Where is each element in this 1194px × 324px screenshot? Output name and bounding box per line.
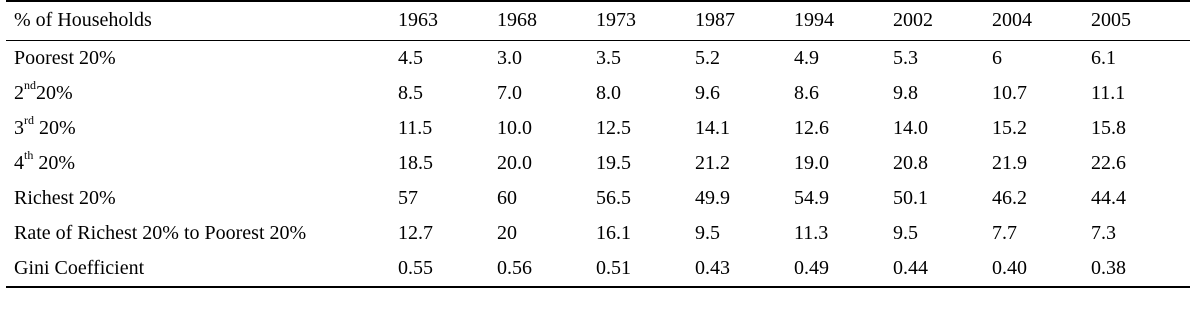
value-cell: 0.55 <box>398 257 433 279</box>
row-label <box>6 111 398 146</box>
value-cell: 0.51 <box>596 257 631 279</box>
row-label-suffix: 20% <box>33 152 76 174</box>
value-cell: 6 <box>992 47 1002 69</box>
row-label-prefix: 3 <box>14 117 24 139</box>
value-cell: 7.3 <box>1091 222 1116 244</box>
value-cell: 10.0 <box>497 117 532 139</box>
table-row <box>6 41 1190 77</box>
value-cell: 54.9 <box>794 187 829 209</box>
row-label <box>6 146 398 181</box>
table-row <box>6 146 1190 181</box>
row-label-ordinal-suffix: nd <box>24 78 36 92</box>
row-label <box>6 216 398 251</box>
table-row <box>6 216 1190 251</box>
value-cell: 19.0 <box>794 152 829 174</box>
year-header: 1973 <box>596 9 636 31</box>
table-body <box>6 41 1190 288</box>
table-row <box>6 181 1190 216</box>
value-cell: 7.7 <box>992 222 1017 244</box>
value-cell: 12.7 <box>398 222 433 244</box>
value-cell: 8.6 <box>794 82 819 104</box>
value-cell: 0.38 <box>1091 257 1126 279</box>
table-row <box>6 76 1190 111</box>
row-label-suffix: 20% <box>36 82 73 104</box>
row-label-ordinal-suffix: rd <box>24 113 34 127</box>
row-label-suffix: 20% <box>34 117 76 139</box>
header-row <box>6 1 1190 41</box>
row-label <box>6 76 398 111</box>
row-label-prefix: 2 <box>14 82 24 104</box>
value-cell: 22.6 <box>1091 152 1126 174</box>
value-cell: 44.4 <box>1091 187 1126 209</box>
value-cell: 0.44 <box>893 257 928 279</box>
value-cell: 19.5 <box>596 152 631 174</box>
value-cell: 0.40 <box>992 257 1027 279</box>
value-cell: 0.49 <box>794 257 829 279</box>
value-cell: 15.2 <box>992 117 1027 139</box>
value-cell: 11.5 <box>398 117 433 139</box>
row-label-text: Richest 20% <box>14 187 116 209</box>
value-cell: 20.0 <box>497 152 532 174</box>
value-cell: 8.0 <box>596 82 621 104</box>
value-cell: 11.3 <box>794 222 829 244</box>
value-cell: 7.0 <box>497 82 522 104</box>
value-cell: 4.5 <box>398 47 423 69</box>
value-cell: 12.6 <box>794 117 829 139</box>
value-cell: 9.6 <box>695 82 720 104</box>
table-row <box>6 111 1190 146</box>
value-cell: 5.2 <box>695 47 720 69</box>
row-label-text: Gini Coefficient <box>14 257 145 279</box>
year-header: 2004 <box>992 9 1032 31</box>
value-cell: 11.1 <box>1091 82 1126 104</box>
value-cell: 57 <box>398 187 418 209</box>
value-cell: 5.3 <box>893 47 918 69</box>
income-distribution-table <box>6 0 1190 288</box>
year-header: 1963 <box>398 9 438 31</box>
year-header: 2005 <box>1091 9 1131 31</box>
row-label <box>6 181 398 216</box>
value-cell: 14.1 <box>695 117 730 139</box>
value-cell: 8.5 <box>398 82 423 104</box>
value-cell: 50.1 <box>893 187 928 209</box>
value-cell: 9.8 <box>893 82 918 104</box>
value-cell: 20.8 <box>893 152 928 174</box>
value-cell: 3.0 <box>497 47 522 69</box>
row-label-ordinal-suffix: th <box>24 148 34 162</box>
year-header: 2002 <box>893 9 933 31</box>
value-cell: 16.1 <box>596 222 631 244</box>
value-cell: 9.5 <box>695 222 720 244</box>
value-cell: 20 <box>497 222 517 244</box>
value-cell: 0.43 <box>695 257 730 279</box>
value-cell: 60 <box>497 187 517 209</box>
row-label <box>6 251 398 287</box>
row-label <box>6 41 398 77</box>
table-row <box>6 251 1190 287</box>
row-label-prefix: 4 <box>14 152 24 174</box>
value-cell: 56.5 <box>596 187 631 209</box>
value-cell: 46.2 <box>992 187 1027 209</box>
value-cell: 18.5 <box>398 152 433 174</box>
row-label-text: Poorest 20% <box>14 47 116 69</box>
value-cell: 21.2 <box>695 152 730 174</box>
value-cell: 9.5 <box>893 222 918 244</box>
value-cell: 21.9 <box>992 152 1027 174</box>
row-label-header: % of Households <box>14 9 152 31</box>
value-cell: 6.1 <box>1091 47 1116 69</box>
year-header: 1987 <box>695 9 735 31</box>
value-cell: 3.5 <box>596 47 621 69</box>
year-header: 1994 <box>794 9 834 31</box>
value-cell: 10.7 <box>992 82 1027 104</box>
value-cell: 14.0 <box>893 117 928 139</box>
row-label-text: Rate of Richest 20% to Poorest 20% <box>14 222 307 244</box>
year-header: 1968 <box>497 9 537 31</box>
value-cell: 49.9 <box>695 187 730 209</box>
value-cell: 15.8 <box>1091 117 1126 139</box>
value-cell: 4.9 <box>794 47 819 69</box>
value-cell: 12.5 <box>596 117 631 139</box>
value-cell: 0.56 <box>497 257 532 279</box>
